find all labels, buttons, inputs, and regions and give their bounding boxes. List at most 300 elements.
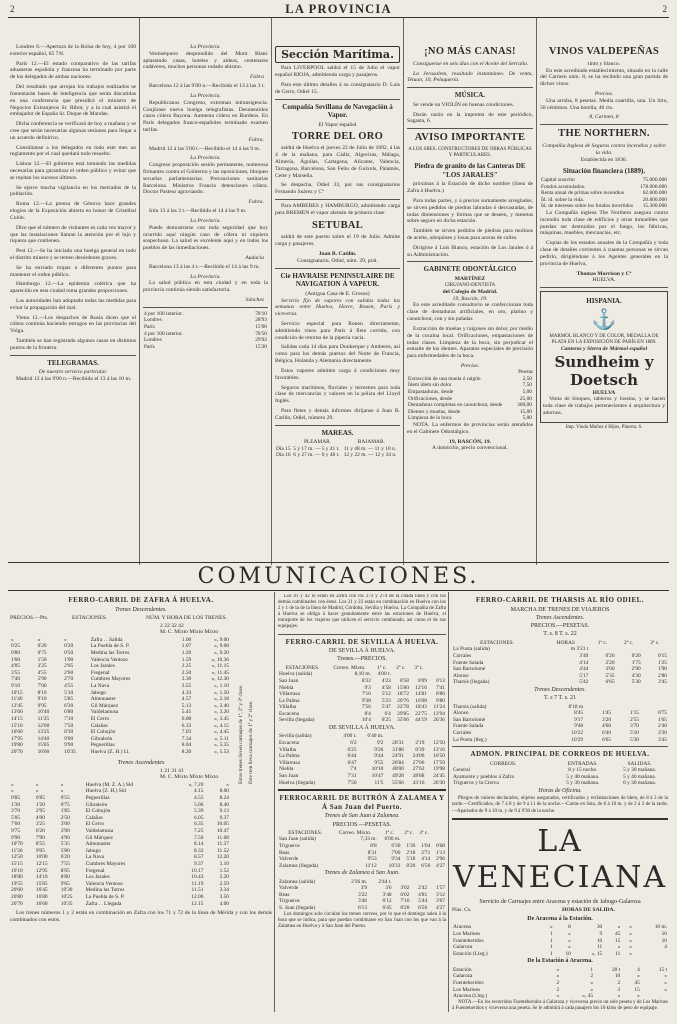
timetable-cell: Peguerillas <box>90 742 115 749</box>
timetable-cell: 0'85 <box>11 795 21 802</box>
timetable-row <box>10 874 230 881</box>
timetable-cell: 8'55 <box>35 841 45 848</box>
timetable-cell: San Bartolomé <box>453 716 486 723</box>
tharsis-trains2: T. s 7 T. s. 21 <box>543 695 576 702</box>
timetable-cell: 0'75 <box>37 650 47 657</box>
timetable-cell: 3'6 <box>385 885 392 892</box>
timetable-cell: 4'55 <box>37 669 47 676</box>
price-value: 25,00 <box>519 395 532 402</box>
timetable-cell: Sevilla (llegada) <box>279 717 315 724</box>
mareas-bajamar: 11 y 48 m. — 11 y 10 n. <box>343 445 396 452</box>
price-value: 5,00 <box>522 415 532 422</box>
zafra-train-header <box>10 623 272 637</box>
havraise-seguros: Seguros marítimos, fluviales y terrestres para toda clase de mercancías y valores en la póliza del Lloyd Inglés. <box>275 384 400 405</box>
timetable-cell: 1'15 <box>629 710 639 717</box>
timetable-cell: 4'55 <box>64 683 74 689</box>
mareas-header-cell: BAJAMAR. <box>357 439 385 446</box>
buitron-sub3: Trenes de Zalamea á San Juan. <box>324 870 400 877</box>
timetable-cell: 14'81 <box>415 691 427 698</box>
timetable-cell: », 3.20 <box>214 709 229 716</box>
timetable-cell: 15'85 <box>37 742 50 749</box>
timetable-cell: » <box>60 788 64 795</box>
veneciana-cell: » <box>617 924 621 931</box>
timetable-cell: 12'15 <box>35 860 48 867</box>
timetable-cell <box>584 704 612 711</box>
timetable-row <box>278 879 446 886</box>
timetable-row <box>10 670 230 677</box>
rate-value: 78'50 <box>255 330 267 337</box>
timetable-cell: 16'45 <box>35 887 48 894</box>
timetable-cell: 2'36 m. <box>351 878 368 885</box>
timetable-cell: 9'80 <box>435 697 445 704</box>
timetable-row <box>452 704 668 711</box>
veneciana-cell: 9 <box>599 931 603 938</box>
divider <box>540 287 668 288</box>
veneciana-title: LA VENECIANA <box>452 823 668 896</box>
correos-header-cell: ENTRADAS. <box>567 760 598 767</box>
timetable-cell: 18'80 <box>11 874 23 881</box>
timetable-cell: 9'53 <box>367 856 377 863</box>
timetable-cell: 1.52 <box>219 867 229 874</box>
timetable-cell: 35'66 <box>397 717 409 724</box>
timetable-cell: Almonaster <box>85 841 111 848</box>
divider <box>278 634 446 635</box>
timetable-cell: 12'50 <box>433 739 445 746</box>
news-paragraph: Pest 12.—Se ha iniciado una huelga general en todo el distrito minero y se temen desórdenes graves. <box>10 248 136 261</box>
timetable-cell: 2'44 t. <box>378 878 392 885</box>
timetable-cell: » <box>11 636 14 643</box>
havraise-title: Cie HAVRAISE PENINSULAIRE DE NAVIGATION Á VAPEUR. <box>280 271 395 289</box>
price-label: Orificaciones, desde <box>408 395 453 402</box>
timetable-cell: » <box>11 788 14 795</box>
timetable-cell: Corrales <box>453 729 472 736</box>
financial-label: Fondos acumulados. <box>541 183 586 190</box>
timetable-cell: 8'8 <box>370 843 377 849</box>
timetable-cell: 10.47 <box>216 828 229 834</box>
sevilla-sub2: Trenes.—PRECIOS. <box>337 656 387 663</box>
ads-column-4 <box>407 44 533 564</box>
telegram-text: Irún 13 á las 2 t.—Recibido el 14 á las 9 m. <box>149 208 247 215</box>
timetable-cell: 1.10 <box>219 860 229 867</box>
anchor-icon: ⚓ <box>591 308 617 331</box>
timetable-cell <box>589 646 615 653</box>
veneciana-cell: 11 <box>597 944 603 951</box>
timetable-cell: 11.19 <box>191 880 204 887</box>
timetable-row <box>10 650 230 657</box>
timetable-cell: Gibraleón <box>90 735 113 742</box>
timetable-row <box>10 690 230 697</box>
sundheim-doetsch: Sundheim y Doetsch <box>554 353 654 390</box>
rate-label: Londres <box>144 337 162 344</box>
zafra-descendentes: Trenes Descendentes. <box>115 606 167 613</box>
timetable-cell: 12.15 <box>191 900 204 907</box>
mareas-row <box>275 446 400 453</box>
timetable-cell: 8.57 <box>193 854 204 861</box>
timetable-cell: 5'23 <box>381 697 391 704</box>
timetable-header-cell: 2ª c. <box>396 664 406 671</box>
timetable-cell: 1.59 <box>181 656 192 663</box>
rate-label: 4 por 100 interior. <box>144 310 183 317</box>
mareas-day: Día 16 <box>276 452 291 459</box>
timetable-cell <box>431 836 446 843</box>
zafra-ascendentes: Trenes Ascendentes <box>117 759 165 766</box>
veneciana-row <box>452 944 668 951</box>
timetable-cell: 0'55 <box>60 795 70 802</box>
timetable-cell: 5'30 <box>629 736 639 743</box>
timetable-cell: 7'41 <box>435 684 445 691</box>
news-paragraph: Londres 8.—Apertura de la Bolsa de hoy, 4 por 100 exterior español, 65 7/8. <box>10 44 136 57</box>
timetable-row <box>10 749 230 756</box>
timetable-cell: 15'85 <box>35 880 48 887</box>
timetable-row <box>278 766 446 773</box>
timetable-cell: 13'25 <box>37 729 50 736</box>
timetable-row <box>10 815 230 822</box>
timetable-row <box>278 733 446 740</box>
timetable-cell: Sevilla (salida) <box>279 733 312 740</box>
rate-row <box>143 324 268 331</box>
timetable-cell: 9'2 <box>376 739 384 746</box>
timetable-cell: 4.00 <box>219 900 229 907</box>
havraise-subtitle: (Antigua Casa de E. Grosos) <box>305 290 370 297</box>
news-paragraph: Del resultado que arrojan los trabajos realizados se fomentarán bases de inteligencia que serán discutidas en una conferencia que presidirá el ministro de Negocios Extranjeros Sr. Ribot, y a la cual asistirá el embajador de España Sr. Duque de Mandas. <box>10 84 136 118</box>
veneciana-cell: 10 <box>614 973 621 980</box>
page-number-left: 2 <box>10 4 15 14</box>
veneciana-cell: 3 <box>617 986 621 993</box>
timetable-cell: 0'26 <box>605 652 615 659</box>
timetable-cell: 2'40 <box>657 723 667 730</box>
veneciana-cell: Galaroza <box>453 973 473 980</box>
telegram-signature: Audacia <box>245 254 264 261</box>
timetable-cell: », 12.30 <box>211 676 229 683</box>
financial-row <box>540 190 668 197</box>
timetable-cell: 5'35 <box>605 672 615 679</box>
timetable-cell: Alonso <box>453 710 469 717</box>
northern-text-2: Copias de los estados anuales de la Compañía y toda clase de detalles corrientes á cuantas personas se sirvan pedirlo, dirigiéndose á los Agentes generales en la provincia de Huelva, <box>540 240 668 267</box>
timetable-cell: 7'40 <box>11 676 21 683</box>
veneciana-cell: » <box>556 993 560 1000</box>
hispania-ad <box>540 291 668 423</box>
timetable-cell: Valverde <box>279 856 299 863</box>
timetable-cell: 55'66 <box>392 779 404 786</box>
timetable-cell: 4.33 <box>181 689 192 696</box>
veneciana-cell: » <box>550 924 553 931</box>
timetable-cell: 20'70 <box>11 748 23 755</box>
timetable-cell: 4'23 <box>381 677 391 684</box>
veneciana-cell: Fuenteheridos <box>453 937 484 944</box>
price-label: Empastaduras, desde <box>408 389 454 396</box>
timetable-cell: 4'00 <box>35 814 45 821</box>
vinos-precios: Precios. <box>594 91 614 98</box>
timetable-cell: 0'09 <box>417 677 427 684</box>
veneciana-cell: 1 <box>550 931 553 938</box>
correos-name: General <box>453 767 471 774</box>
timetable-cell: 10'22 <box>571 729 584 736</box>
havraise-service: Servicio fijo de vapores con salidas todas las semanas entre Huelva, Havre, Rouen, París y viceversa. <box>275 297 400 318</box>
timetable-cell: 3'45 <box>657 679 667 686</box>
timetable-cell: 12'45 <box>11 702 23 709</box>
timetable-row <box>278 753 446 760</box>
correos-row <box>452 774 668 781</box>
gabinete-colegio: del Colegio de Madrid. <box>442 288 498 295</box>
timetable-header-cell: ESTACIONES. <box>285 664 320 671</box>
timetable-cell: 11'40 <box>11 696 23 703</box>
timetable-cell: 3'02 <box>400 885 410 892</box>
timetable-cell: », 4.15 <box>214 722 229 729</box>
timetable-cell: 11'30 <box>11 847 23 854</box>
timetable-cell: » <box>60 781 64 788</box>
veneciana-cell: » <box>629 924 632 931</box>
rate-row <box>143 337 268 344</box>
timetable-cell: 6'00 m. <box>384 836 401 843</box>
timetable-cell: 5'17 <box>579 672 589 679</box>
veneciana-cell: » <box>664 979 667 986</box>
timetable-cell: 10.05 <box>216 821 229 828</box>
timetable-cell: 9.13 <box>219 808 229 815</box>
timetable-row <box>10 709 230 716</box>
timetable-cell: 29'85 <box>397 710 409 717</box>
granito-location: próximas á la Estación de dicho nombre (línea de Zafra á Huelva.) <box>407 181 533 195</box>
timetable-cell: 9'95 <box>37 702 47 709</box>
timetable-row <box>10 637 230 644</box>
timetable-cell: La Punta (lleg.) <box>453 736 487 743</box>
timetable-cell <box>640 704 668 711</box>
timetable-cell: 3'67 <box>435 898 445 905</box>
veneciana-cell: » <box>629 937 632 944</box>
timetable-cell: 6'30 <box>64 702 74 709</box>
timetable-cell: 1'85 <box>60 808 70 815</box>
timetable-header-cell: Correo. Mixto. <box>333 664 366 671</box>
divider <box>407 87 533 88</box>
timetable-cell: », 11.45 <box>211 669 229 676</box>
timetable-cell: Valverde <box>279 885 299 892</box>
timetable-cell: 2'95 <box>35 808 45 815</box>
telegram-text: Barcelona 13 á las 4 t.—Recibido el 14 á las 9 m. <box>149 263 260 270</box>
timetable-cell: 22'75 <box>415 710 427 717</box>
mareas-bajamar: 12 y 22 m. — 12 y 34 n. <box>343 452 397 459</box>
column-divider <box>274 592 275 1012</box>
timetable-cell: 8'45 <box>574 710 584 717</box>
timetable-cell: 3'25 <box>37 663 47 670</box>
veneciana-cell: Galaroza <box>453 944 473 951</box>
timetable-cell: 8'86 <box>435 691 445 698</box>
rate-label: Londres <box>144 317 162 324</box>
timetable-cell: 1'57 <box>435 885 445 892</box>
timetable-cell: 2'70 <box>64 676 74 683</box>
timetable-cell: 2'50 <box>60 814 70 821</box>
telegram-signature: Fabra. <box>248 136 264 143</box>
timetable-cell: 26'36 <box>433 717 445 724</box>
timetable-cell: 24'45 <box>433 772 445 779</box>
timetable-cell: 15'10 <box>11 722 23 729</box>
timetable-cell: Peguerillas <box>85 795 110 802</box>
timetable-cell: 16'80 <box>35 893 48 900</box>
timetable-row <box>10 696 230 703</box>
correos-salida: 5 y 40 mañana. <box>623 773 657 780</box>
buitron-sub: Trenes de San Juan á Zalamea. <box>324 813 400 820</box>
rate-row <box>143 344 268 351</box>
timetable-cell: 3'22 <box>358 891 368 898</box>
price-label: Dentaduras completas en caoutchout, desde <box>408 402 503 409</box>
timetable-row <box>10 901 230 908</box>
timetable-cell: 1.07 <box>181 643 192 650</box>
timetable-cell: 2'18 <box>406 849 416 856</box>
timetable-cell: La Puebla de S. P. <box>90 643 130 650</box>
zafra-header <box>10 615 272 623</box>
timetable-cell: Villalba <box>279 704 297 711</box>
timetable-cell: 7'50 <box>347 779 357 786</box>
timetable-cell: Fuente Salada <box>453 659 484 666</box>
hispania-medal: MARMOL BLANCO Y DE COLOR, MEDALLA DE PLATA EN LA EXPOSICIÓN DE PARÍS EN 1889. <box>549 334 659 346</box>
northern-established: Establecida en 1836. <box>580 156 628 163</box>
timetable-cell: 5'30 <box>631 679 641 686</box>
timetable-cell: 0'75 <box>657 710 667 717</box>
timetable-row <box>10 854 230 861</box>
gabinete-subtitle: CIRUJANO-DENTISTA <box>444 282 496 288</box>
timetable-cell: 7.03 <box>181 729 192 736</box>
veneciana-cell: » <box>637 993 640 1000</box>
divider <box>540 124 668 125</box>
timetable-cell: 18'43 <box>415 704 427 711</box>
timetable-cell: 11.37 <box>217 841 229 848</box>
timetable-cell <box>416 836 431 843</box>
zafra-title: FERRO-CARRIL DE ZAFRA Á HUELVA. <box>68 596 214 604</box>
timetable-cell: Escacena <box>279 710 300 717</box>
veneciana-cell: 4 <box>664 944 667 951</box>
telegram-head: La Provincia. <box>190 155 221 162</box>
granito-pedidos: Para todas partes, y á precios sumamente arreglados, se sirven pedidos de piedras labradas ó desvastadas, de todas dimensiones y formas que se deseen, y mesetas sobre seguro en dicha estación. <box>407 197 533 225</box>
timetable-row <box>278 856 446 863</box>
mareas-pleamar: 6 y 27 m. — 6 y 48 t. <box>293 452 340 459</box>
timetable-cell: 9'90 <box>11 834 21 841</box>
timetable-cell: » <box>35 781 39 788</box>
timetable-cell: 4'00 t. <box>343 733 357 740</box>
hispania-title: HISPANIA. <box>586 297 622 306</box>
divider <box>10 355 136 356</box>
timetable-row <box>10 808 230 815</box>
timetable-cell: 6'80 <box>64 709 74 716</box>
timetable-row <box>278 691 446 698</box>
timetable-cell: 2'80 <box>657 672 667 679</box>
agent-address: Consignatario, Odiel, núm. 29, pral. <box>297 257 378 264</box>
timetable-cell: 5'80 <box>60 847 70 854</box>
timetable-row <box>278 685 446 692</box>
timetable-row <box>10 788 230 795</box>
timetable-cell: 6'45 <box>382 905 392 912</box>
timetable-cell: Zafra . . Salida <box>90 636 123 643</box>
granito-contact: Dirigirse á Luis Blanco, estación de Los Jarales ó á su Administración. <box>407 244 533 258</box>
veneciana-cell: 1 <box>590 966 594 973</box>
timetable-cell: Villalba <box>279 746 297 753</box>
timetable-cell: 2'20 <box>605 659 615 666</box>
timetable-cell: » <box>11 781 14 788</box>
aviso-importante-title: AVISO IMPORTANTE <box>414 132 526 144</box>
timetable-cell: 4.57 <box>181 696 192 703</box>
timetable-cell: S. Juan (llegada) <box>279 905 316 912</box>
timetable-cell: 3'70 <box>629 723 639 730</box>
timetable-cell: », 2.18 <box>214 696 229 703</box>
financial-label: Renta anual de primas sobre incendios <box>541 190 625 197</box>
timetable-row <box>278 892 446 899</box>
timetable-cell: 14'15 <box>11 715 23 722</box>
timetable-cell: 7'00 <box>37 683 47 689</box>
timetable-cell: 20'76 <box>397 697 409 704</box>
timetable-cell: 8.00 <box>219 788 229 795</box>
price-label: Ídem ídem sin dolor <box>408 382 452 389</box>
timetable-cell: 0'20 <box>37 643 47 650</box>
veneciana-cell: » <box>629 950 632 957</box>
timetable-cell: San Juan <box>279 677 299 684</box>
veneciana-cell: » <box>617 993 621 1000</box>
exchange-rates <box>143 311 268 351</box>
timetable-cell: Medina las Torres <box>85 887 125 894</box>
timetable-cell: 8.20 <box>181 748 192 755</box>
mareas-title: MAREAS. <box>321 428 354 437</box>
timetable-cell: 2.59 <box>219 880 229 887</box>
timetable-cell: 17'59 <box>433 759 445 766</box>
timetable-row <box>278 671 446 678</box>
timetable-cell: 7'31 <box>347 772 357 779</box>
zafra-num-label: NÚM. Y HORA DE LOS TRENES. <box>146 614 228 621</box>
timetable-cell: Medina las Torres <box>90 650 130 657</box>
telegram-head: La Provincia. <box>190 273 221 280</box>
timetable-cell: Los Jarales <box>85 874 110 881</box>
timetable-row <box>278 740 446 747</box>
veneciana-cell: », 45 <box>582 993 594 1000</box>
veneciana-cell: 45 <box>614 931 621 938</box>
timetable-cell: 12.06 <box>191 893 204 900</box>
price-row <box>407 389 533 396</box>
timetable-cell: 2.50 <box>181 669 192 676</box>
zafra-ascendentes-table <box>10 782 230 907</box>
timetable-cell: 12'95 <box>35 867 48 874</box>
news-paragraph: Se ha enviado tropas a diferentes puntos para mantener el orden público. <box>10 264 136 278</box>
musica-text-1: Se vende un VIOLÍN en buenas condiciones. <box>413 101 515 108</box>
telegramas-subtitle: De nuestro servicio particular. <box>38 369 108 376</box>
zafra-descendentes-table <box>10 637 230 756</box>
timetable-cell: 16'60 <box>35 900 48 907</box>
timetable-cell: 3'46 <box>358 898 368 905</box>
veneciana-row <box>452 967 668 974</box>
timetable-header-cell: ESTACIONES. <box>288 829 323 836</box>
price-label: Extracción de una muela ó raigón <box>408 375 481 382</box>
zafra-huelva-section <box>10 594 272 1014</box>
telegram-text: Madrid 12 á las 5'00 t.—Recibido el 14 á las 9 m. <box>149 145 261 152</box>
price-row <box>407 402 533 409</box>
timetable-cell: 11'5 <box>374 779 384 786</box>
telegram-text: Republicanos Congreso, extreman intransigencia. Conjúrase nueva huelga telegrafistas. Desmentidos casos cólera Bayona. Aumenta cólera en Burdeos. En París delegados franco-españoles terminado examen tarifas. <box>143 99 268 133</box>
timetable-cell: 5'10 <box>629 729 639 736</box>
timetable-row <box>452 679 668 686</box>
timetable-cell: », 5.11 <box>214 735 229 742</box>
timetable-cell: Beas <box>279 849 290 856</box>
granito-molinos: También se sirven pedidos de piedras para molinos de aceite, adoquines y losas para aceras de calles. <box>407 228 533 241</box>
timetable-cell: 6'47 <box>347 759 357 766</box>
timetable-cell: 4'14 <box>421 856 431 863</box>
timetable-cell: Gil Márquez <box>85 834 114 841</box>
zafra-precios-label: PRECIOS.—Pts. <box>10 614 49 621</box>
timetable-cell: 22'78 <box>397 704 409 711</box>
comunicaciones-banner: COMUNICACIONES. <box>197 564 480 589</box>
price-row <box>407 409 533 416</box>
timetable-row <box>10 828 230 835</box>
timetable-row <box>10 821 230 828</box>
timetable-cell: Niebla <box>279 766 294 773</box>
timetable-cell: El Cerro <box>85 821 105 828</box>
timetable-cell: 12.20 <box>216 854 229 861</box>
zafra-estaciones-label: ESTACIONES. <box>72 614 108 621</box>
timetable-cell: 6'65 <box>602 736 612 743</box>
timetable-cell: 8'32 <box>361 677 371 684</box>
